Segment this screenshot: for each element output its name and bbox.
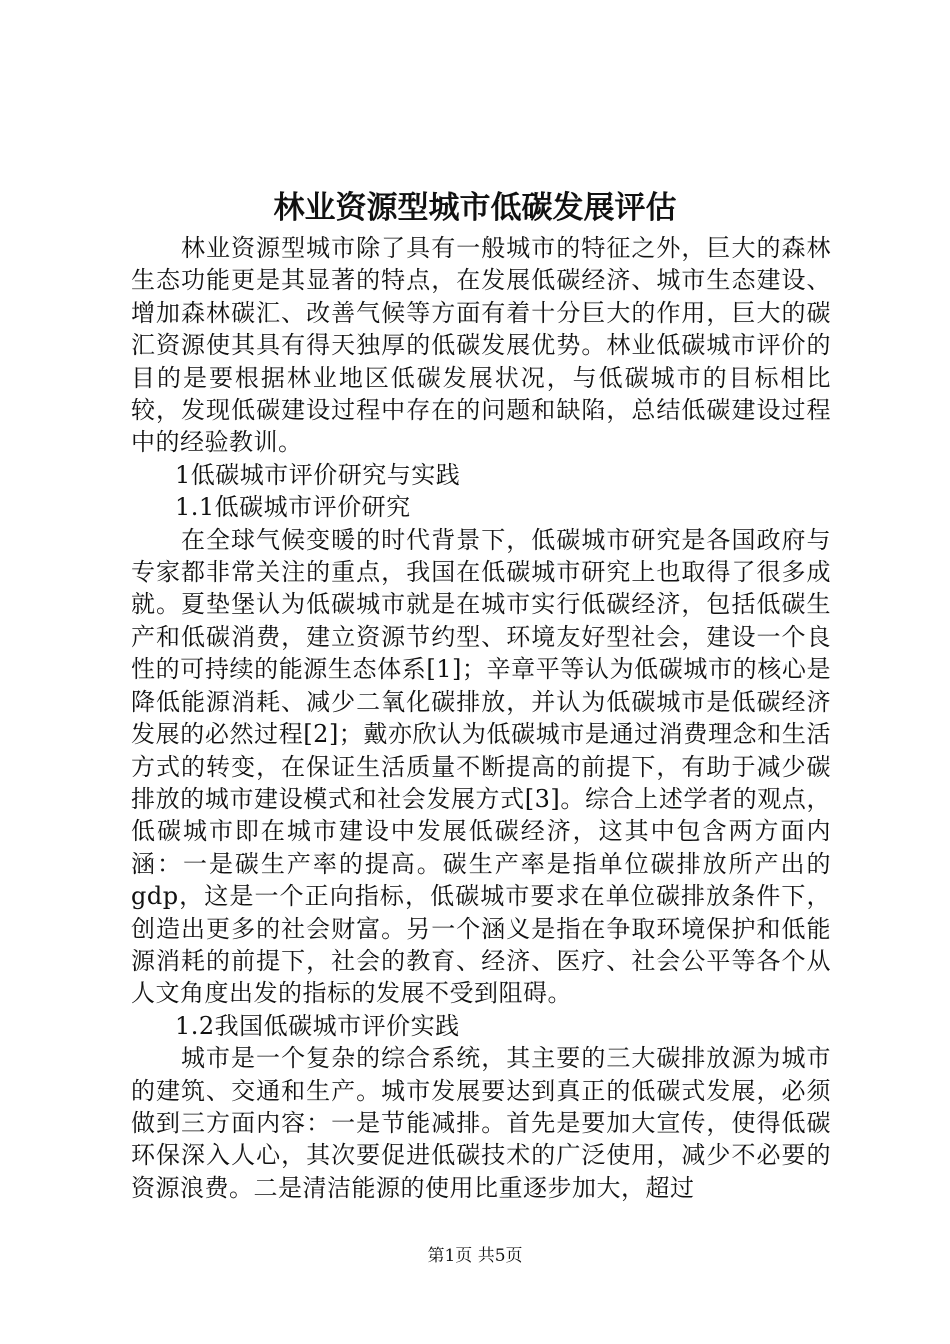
- paragraph-1-2: 城市是一个复杂的综合系统，其主要的三大碳排放源为城市的建筑、交通和生产。城市发展要达到真正的低碳式发展，必须做到三方面内容：一是节能减排。首先是要加大宣传，使得低碳环保深入人心，其次要促进低碳技术的广泛使用，减少不必要的资源浪费。二是清洁能源的使用比重逐步加大，超过: [131, 1044, 831, 1202]
- paragraph-1-1: 在全球气候变暖的时代背景下，低碳城市研究是各国政府与专家都非常关注的重点，我国在低碳城市研究上也取得了很多成就。夏垫堡认为低碳城市就是在城市实行低碳经济，包括低碳生产和低碳消费，建立资源节约型、环境友好型社会，建设一个良性的可持续的能源生态体系[1]；辛章平等认为低碳城市的核心是降低能源消耗、减少二氧化碳排放，并认为低碳城市是低碳经济发展的必然过程[2]；戴亦欣认为低碳城市是通过消费理念和生活方式的转变，在保证生活质量不断提高的前提下，有助于减少碳排放的城市建设模式和社会发展方式[3]。综合上述学者的观点，低碳城市即在城市建设中发展低碳经济，这其中包含两方面内涵：一是碳生产率的提高。碳生产率是指单位碳排放所产出的gdp，这是一个正向指标，低碳城市要求在单位碳排放条件下，创造出更多的社会财富。另一个涵义是指在争取环境保护和低能源消耗的前提下，社会的教育、经济、医疗、社会公平等各个从人文角度出发的指标的发展不受到阻碍。: [131, 525, 831, 1008]
- paragraph-intro: 林业资源型城市除了具有一般城市的特征之外，巨大的森林生态功能更是其显著的特点，在发展低碳经济、城市生态建设、增加森林碳汇、改善气候等方面有着十分巨大的作用，巨大的碳汇资源使其具有得天独厚的低碳发展优势。林业低碳城市评价的目的是要根据林业地区低碳发展状况，与低碳城市的目标相比较，发现低碳建设过程中存在的问题和缺陷，总结低碳建设过程中的经验教训。: [131, 234, 831, 457]
- section-heading-1: 1低碳城市评价研究与实践: [175, 460, 461, 489]
- document-title: 林业资源型城市低碳发展评估: [273, 190, 677, 226]
- subsection-heading-1-2: 1.2我国低碳城市评价实践: [175, 1011, 460, 1040]
- page-footer: 第1页 共5页: [427, 1246, 523, 1266]
- subsection-heading-1-1: 1.1低碳城市评价研究: [175, 493, 411, 522]
- document-body: [131, 232, 831, 1204]
